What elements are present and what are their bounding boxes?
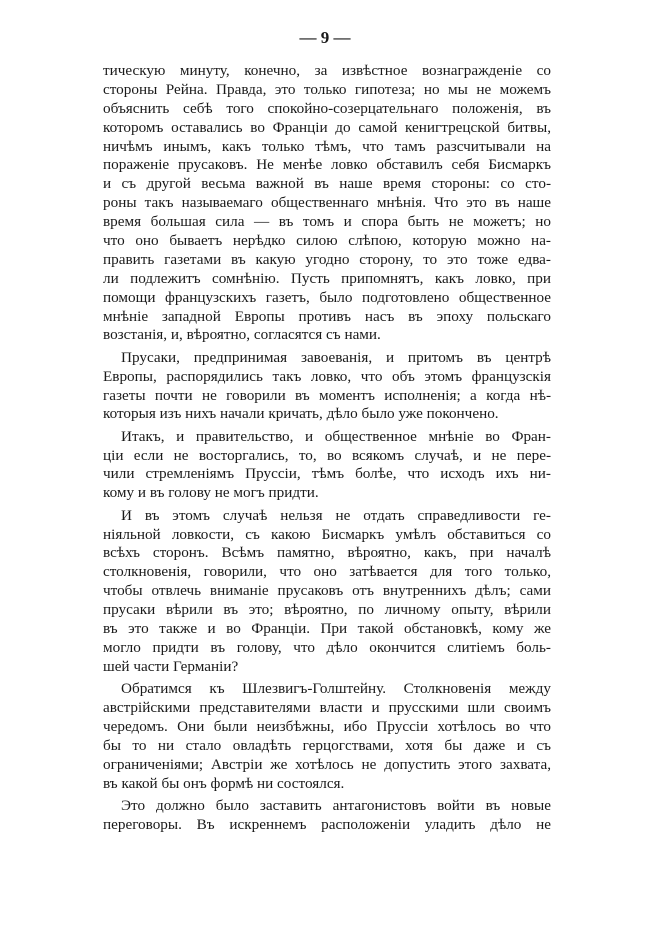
text-line: всѣхъ сторонъ. Всѣмъ памятно, вѣроятно, какъ, при началѣ	[103, 544, 551, 562]
paragraph	[103, 680, 551, 793]
text-line: Это должно было заставить антагонистовъ войти въ новые	[121, 796, 551, 814]
text-line: стороны Рейна. Правда, это только гипотеза; но мы не можемъ	[103, 80, 551, 98]
text-line: время большая сила — въ томъ и спора быть не можетъ; но	[103, 213, 551, 231]
text-line: чили стремленіямъ Пруссіи, тѣмъ болѣе, что исходъ ихъ ни-	[103, 465, 551, 483]
text-line: чтобы отвлечь вниманіе прусаковъ отъ внутреннихъ дѣлъ; сами	[103, 582, 551, 600]
paragraph	[103, 62, 551, 345]
text-line: могло придти въ голову, что дѣло окончится слитіемъ боль-	[103, 638, 551, 656]
text-line: помощи французскихъ газетъ, было подготовлено общественное	[103, 288, 551, 306]
text-line: ціи если не восторгались, то, во всякомъ случаѣ, и не пере-	[103, 446, 551, 464]
text-line: тическую минуту, конечно, за извѣстное вознагражденіе со	[103, 62, 551, 79]
paragraph	[103, 507, 551, 677]
text-line: пораженіе прусаковъ. Не менѣе ловко обставилъ себя Бисмаркъ	[103, 156, 551, 174]
text-line: въ это также и во Франціи. При такой обстановкѣ, кому же	[103, 620, 551, 637]
text-line: Европы, распорядились такъ ловко, что объ этомъ французскія	[103, 367, 551, 385]
text-line: австрійскими представителями власти и прусскими шли своимъ	[103, 698, 551, 716]
paragraph	[103, 797, 551, 835]
text-line: Обратимся къ Шлезвигъ-Голштейну. Столкновенія между	[121, 680, 551, 698]
text-line: которыя изъ нихъ начали кричать, дѣло было уже покончено.	[103, 405, 499, 423]
text-line: ніяльной ловкости, съ какою Бисмаркъ умѣлъ обставиться со	[103, 525, 551, 543]
paragraph	[103, 349, 551, 425]
paragraph	[103, 428, 551, 504]
text-line: шей части Германіи?	[103, 657, 239, 675]
text-line: ли подлежитъ сомнѣнію. Пусть припомнятъ, какъ ловко, при	[103, 269, 551, 287]
text-line: которомъ оставались во Франціи до самой кенигтрецской битвы,	[103, 118, 551, 136]
text-line: И въ этомъ случаѣ нельзя не отдать справедливости ге-	[121, 506, 551, 524]
text-line: столкновенія, говорили, что оно затѣвается для того только,	[103, 563, 551, 581]
body-text	[103, 62, 551, 835]
text-line: бы то ни стало овладѣть герцогствами, хотя бы даже и съ	[103, 736, 551, 754]
text-line: ограниченіями; Австріи же хотѣлось не допустить этого захвата,	[103, 755, 551, 773]
text-line: газеты почти не говорили въ моментъ исполненія; а когда нѣ-	[103, 386, 551, 404]
text-line: объяснить себѣ того спокойно-созерцательнаго положенія, въ	[103, 99, 551, 117]
text-line: прусаки вѣрили въ это; вѣроятно, по личному опыту, вѣрили	[103, 601, 551, 619]
text-line: что оно бываетъ нерѣдко силою слѣпою, которую можно на-	[103, 232, 551, 250]
text-line: и съ другой весьма важной въ наше время стороны: со сто-	[103, 175, 551, 193]
text-line: править газетами въ какую угодно сторону, то это тоже едва-	[103, 250, 551, 268]
text-line: въ какой бы онъ формѣ ни состоялся.	[103, 774, 345, 792]
text-line: Прусаки, предпринимая завоеванія, и притомъ въ центрѣ	[121, 348, 551, 366]
text-line: кому и въ голову не могъ придти.	[103, 484, 319, 502]
text-line: ничѣмъ инымъ, какъ только тѣмъ, что тамъ разсчитывали на	[103, 137, 551, 155]
text-line: чередомъ. Они были неизбѣжны, ибо Пруссіи хотѣлось во что	[103, 717, 551, 735]
text-line: роны такъ называемаго общественнаго мнѣнія. Что это въ наше	[103, 194, 551, 212]
text-line: возстанія, и, вѣроятно, согласятся съ нами.	[103, 326, 381, 344]
text-line: Итакъ, и правительство, и общественное мнѣніе во Фран-	[121, 427, 551, 445]
text-line: переговоры. Въ искреннемъ расположеніи уладить дѣло не	[103, 815, 551, 833]
text-line: мнѣніе западной Европы противъ насъ въ эпоху польскаго	[103, 307, 551, 325]
page-number: — 9 —	[299, 28, 351, 47]
